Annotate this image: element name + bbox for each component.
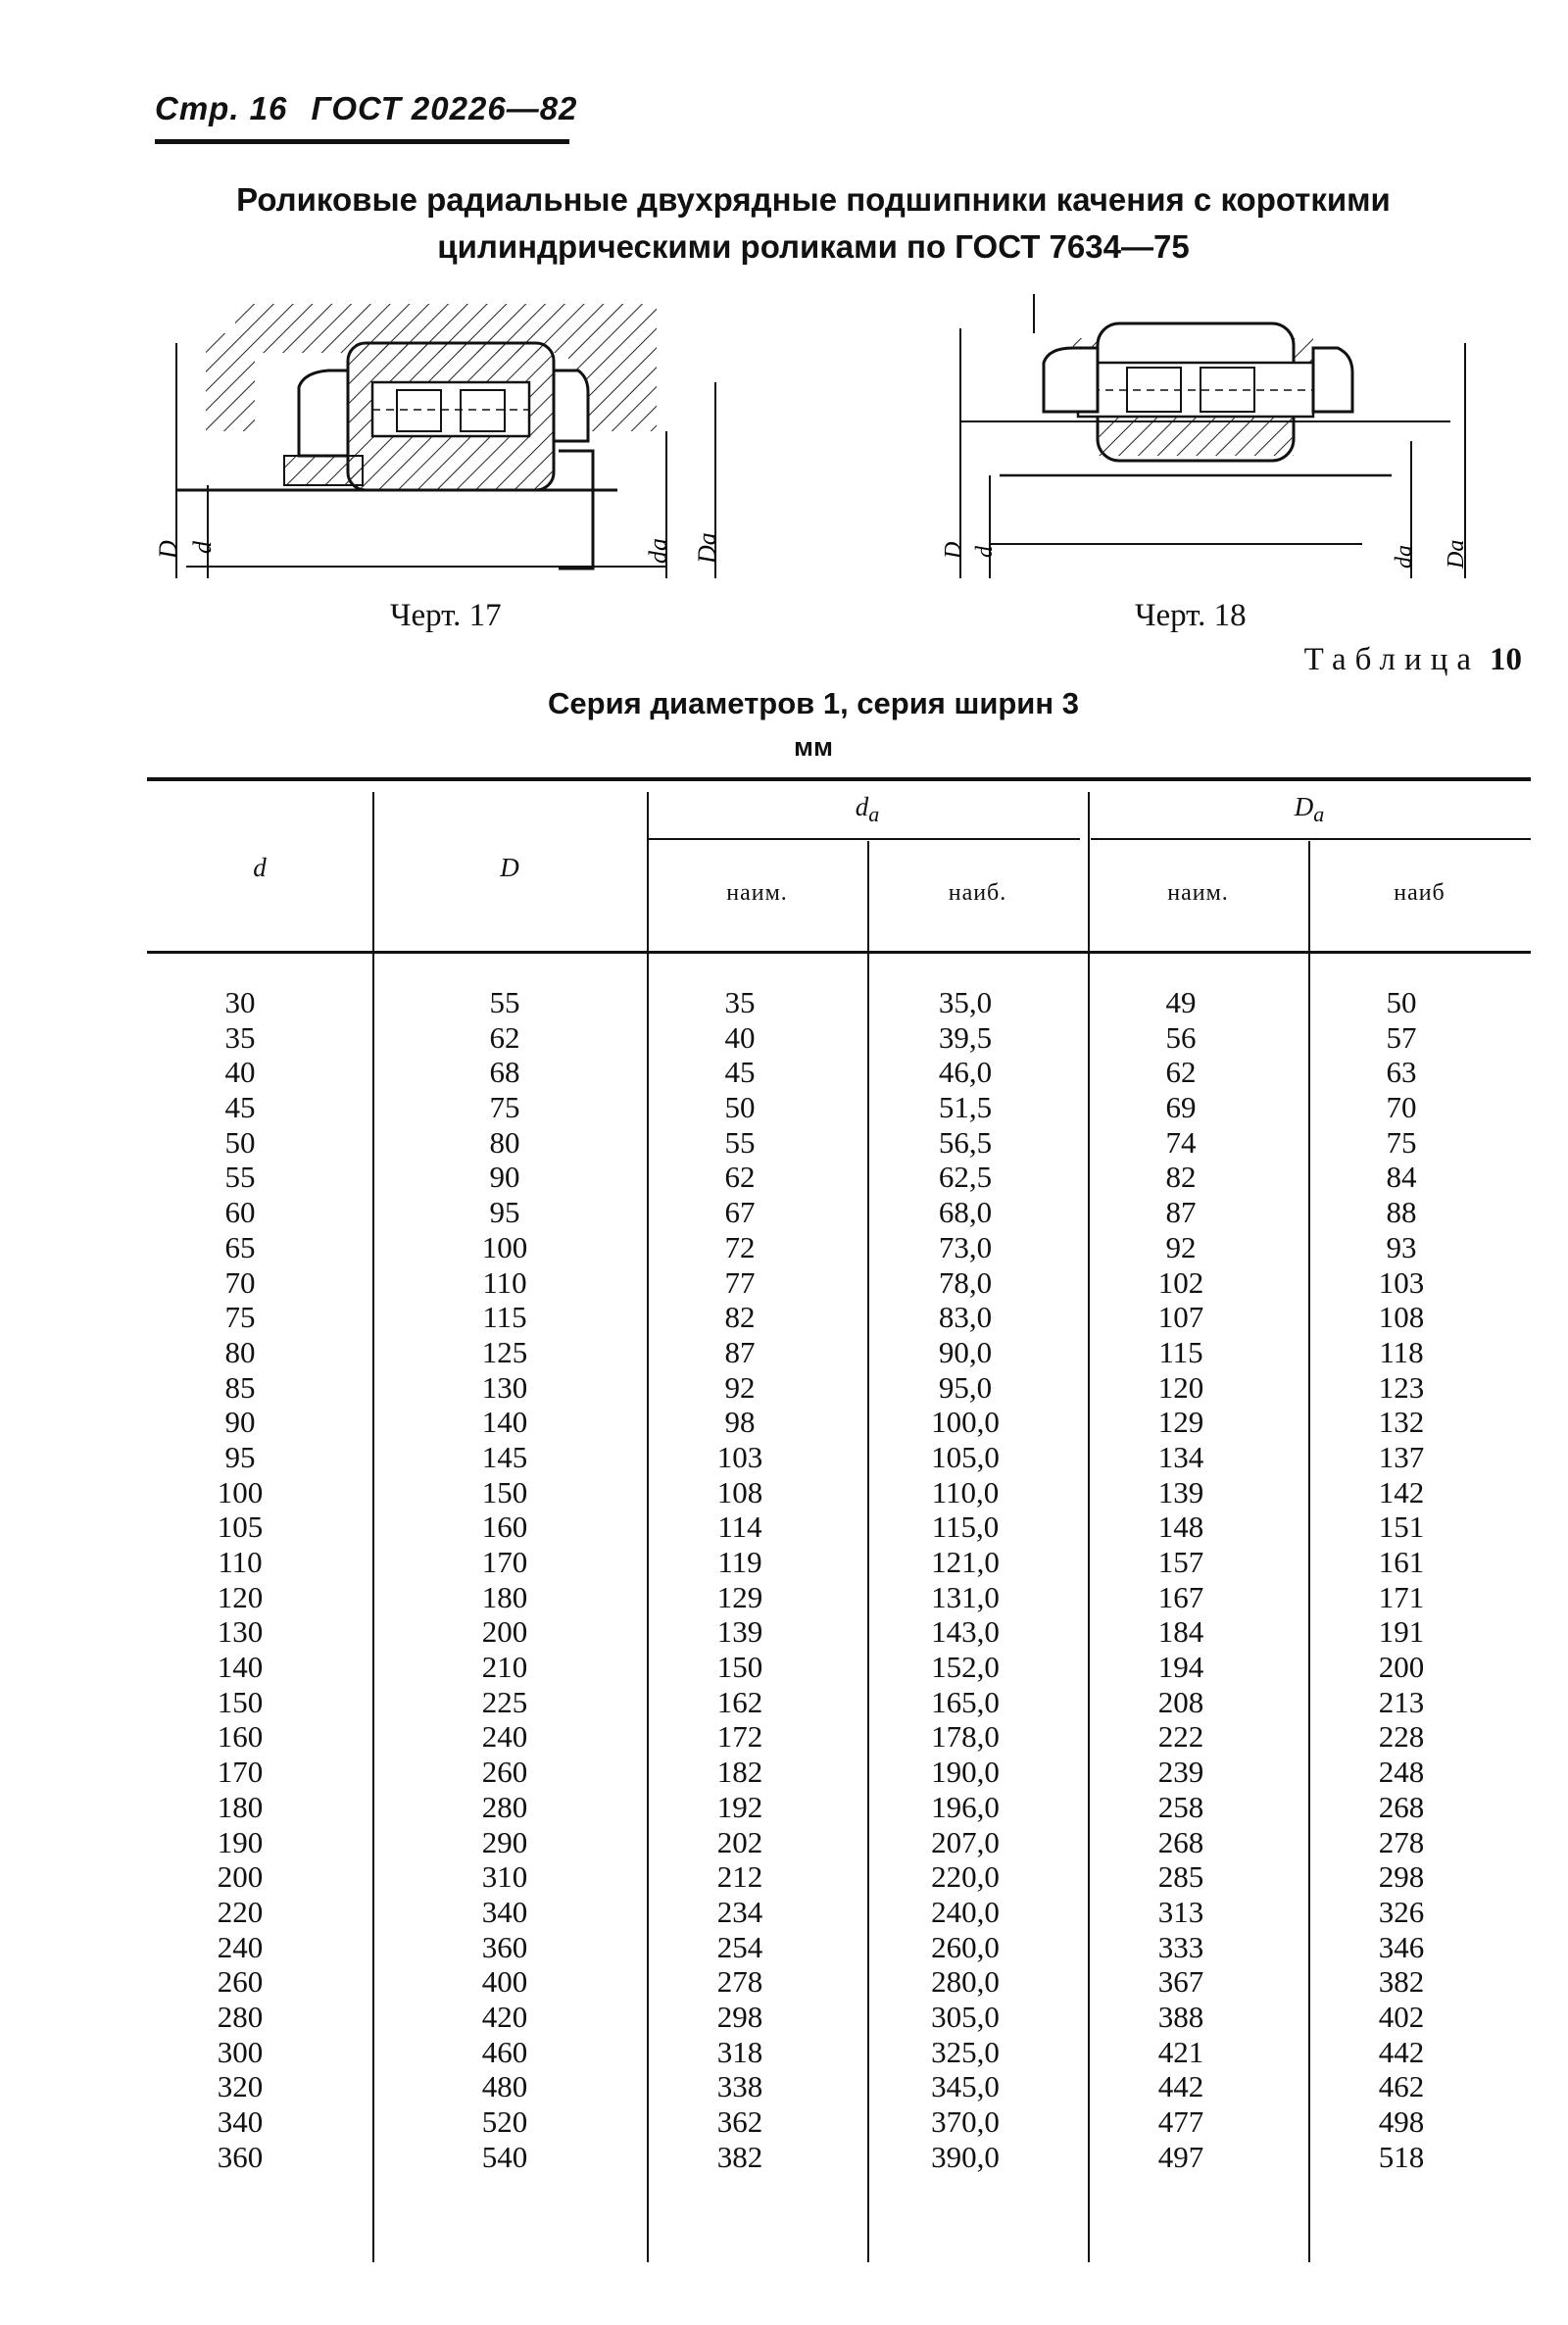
table-cell: 60 [224,1195,256,1230]
header-da-sub: a [868,802,880,826]
table-cell: 338 [716,2069,763,2104]
table-cell: 248 [1378,1755,1425,1790]
table-cell: 49 [1165,985,1197,1019]
column-da-max [867,985,1063,2174]
table-cell: 171 [1378,1579,1425,1614]
da-header-rule [649,838,1080,840]
table-cell: 80 [489,1124,520,1160]
table-cell: 442 [1157,2069,1204,2104]
table-cell: 80 [224,1334,256,1369]
standard-number: ГОСТ 20226—82 [311,90,578,126]
table-cell: 190,0 [931,1755,1000,1790]
table-cell: 160 [217,1719,264,1755]
table-cell: 333 [1157,1929,1204,1964]
table-cell: 140 [217,1650,264,1685]
table-cell: 362 [716,2104,763,2139]
table-cell: 212 [716,1859,763,1895]
table-cell: 108 [716,1474,763,1509]
table-cell: 92 [724,1369,756,1405]
table-cell: 298 [716,1999,763,2034]
page-number: Стр. 16 [155,90,288,126]
table-cell: 170 [217,1755,264,1790]
table-cell: 190 [217,1824,264,1859]
table-cell: 100 [481,1229,528,1264]
table-cell: 142 [1378,1474,1425,1509]
table-cell: 285 [1157,1859,1204,1895]
table-cell: 110 [218,1545,263,1579]
table-cell: 305,0 [931,1999,1000,2034]
table-cell: 234 [716,1894,763,1929]
table-cell: 35 [224,1019,256,1055]
table-cell: 45 [224,1090,256,1125]
table-cell: 120 [217,1579,264,1614]
table-cell: 62 [489,1019,520,1055]
table-cell: 254 [716,1929,763,1964]
table-cell: 208 [1157,1684,1204,1719]
table-cell: 115 [1158,1334,1203,1369]
table-cell: 325,0 [931,2034,1000,2069]
table-cell: 67 [724,1195,756,1230]
table-cell: 46,0 [938,1055,993,1090]
table-cell: 300 [217,2034,264,2069]
table-cell: 260 [217,1964,264,2000]
table-cell: 360 [481,1929,528,1964]
table-cell: 298 [1378,1859,1425,1895]
table-cell: 107 [1157,1300,1204,1335]
table-cell: 167 [1157,1579,1204,1614]
table-cell: 207,0 [931,1824,1000,1859]
table-cell: 77 [724,1264,756,1300]
table-cell: 90 [489,1160,520,1195]
table-cell: 74 [1165,1124,1197,1160]
header-D: D [500,853,519,882]
table-cell: 360 [217,2139,264,2174]
table-cell: 62 [1165,1055,1197,1090]
table-cell: 260,0 [931,1929,1000,1964]
table-cell: 35,0 [938,985,993,1019]
column-Da-min [1088,985,1274,2174]
table-cell: 72 [724,1229,756,1264]
table-cell: 50 [1386,985,1417,1019]
table-cell: 62,5 [938,1160,993,1195]
table-cell: 92 [1165,1229,1197,1264]
table-cell: 120 [1157,1369,1204,1405]
table-cell: 143,0 [931,1614,1000,1650]
table-cell: 90,0 [938,1334,993,1369]
table-cell: 123 [1378,1369,1425,1405]
table-cell: 84 [1386,1160,1417,1195]
table-cell: 170 [481,1545,528,1579]
table-cell: 192 [716,1789,763,1824]
header-rule [155,139,569,144]
table-cell: 180 [481,1579,528,1614]
table-cell: 210 [481,1650,528,1685]
table-cell: 194 [1157,1650,1204,1685]
table-cell: 75 [1386,1124,1417,1160]
table-cell: 184 [1157,1614,1204,1650]
table-cell: 152,0 [931,1650,1000,1685]
table-cell: 114 [717,1509,762,1545]
table-cell: 390,0 [931,2139,1000,2174]
table-cell: 78,0 [938,1264,993,1300]
table-cell: 388 [1157,1999,1204,2034]
table-cell: 318 [716,2034,763,2069]
table-cell: 105,0 [931,1439,1000,1474]
svg-text:d: d [972,546,998,558]
table-cell: 35 [724,985,756,1019]
table-cell: 421 [1157,2034,1204,2069]
table-cell: 51,5 [938,1090,993,1125]
table-cell: 115,0 [931,1509,1000,1545]
table-cell: 102 [1157,1264,1204,1300]
header-d: d [253,853,267,882]
table-cell: 82 [724,1300,756,1335]
figure-17-drawing [147,294,735,598]
svg-text:D: D [941,541,966,559]
table-cell: 118 [1379,1334,1424,1369]
header-da-min: наим. [726,880,788,906]
table-cell: 278 [716,1964,763,2000]
table-cell: 346 [1378,1929,1425,1964]
table-cell: 39,5 [938,1019,993,1055]
header-Da-min: наим. [1167,880,1229,906]
table-cell: 280,0 [931,1964,1000,2000]
table-cell: 119 [717,1545,762,1579]
table-cell: 125 [481,1334,528,1369]
table-cell: 280 [217,1999,264,2034]
table-cell: 87 [724,1334,756,1369]
table-cell: 50 [224,1124,256,1160]
table-cell: 340 [217,2104,264,2139]
table-cell: 220,0 [931,1859,1000,1895]
table-cell: 68 [489,1055,520,1090]
table-cell: 191 [1378,1614,1425,1650]
figure-17-caption: Черт. 17 [390,598,502,633]
table-cell: 69 [1165,1090,1197,1125]
table-cell: 110,0 [931,1474,1000,1509]
table-cell: 370,0 [931,2104,1000,2139]
table-cell: 137 [1378,1439,1425,1474]
table-top-rule [147,777,1531,781]
table-cell: 420 [481,1999,528,2034]
table-cell: 70 [1386,1090,1417,1125]
table-label-word: Таблица [1303,642,1480,677]
table-cell: 161 [1378,1545,1425,1579]
table-cell: 442 [1378,2034,1425,2069]
table-cell: 75 [489,1090,520,1125]
table-cell: 240 [217,1929,264,1964]
table-cell: 180 [217,1789,264,1824]
table-cell: 480 [481,2069,528,2104]
table-cell: 30 [224,985,256,1019]
figure-18-drawing [902,284,1490,598]
table-cell: 50 [724,1090,756,1125]
table-label-number: 10 [1490,642,1522,677]
table-cell: 105 [217,1509,264,1545]
table-cell: 340 [481,1894,528,1929]
table-cell: 115 [482,1300,527,1335]
table-cell: 280 [481,1789,528,1824]
svg-text:da: da [644,538,672,564]
column-da-min [647,985,833,2174]
table-cell: 132 [1378,1405,1425,1440]
table-cell: 320 [217,2069,264,2104]
table-cell: 131,0 [931,1579,1000,1614]
table-cell: 88 [1386,1195,1417,1230]
table-cell: 518 [1378,2139,1425,2174]
table-cell: 93 [1386,1229,1417,1264]
table-cell: 382 [716,2139,763,2174]
table-cell: 121,0 [931,1545,1000,1579]
table-cell: 100 [217,1474,264,1509]
table-cell: 200 [481,1614,528,1650]
table-cell: 110 [482,1264,527,1300]
table-cell: 140 [481,1405,528,1440]
table-cell: 196,0 [931,1789,1000,1824]
table-cell: 130 [217,1614,264,1650]
table-cell: 75 [224,1300,256,1335]
table-cell: 258 [1157,1789,1204,1824]
table-cell: 498 [1378,2104,1425,2139]
column-D [372,985,637,2174]
table-cell: 95 [224,1439,256,1474]
table-cell: 240,0 [931,1894,1000,1929]
table-unit: мм [794,732,833,762]
table-cell: 367 [1157,1964,1204,2000]
table-cell: 82 [1165,1160,1197,1195]
table-cell: 40 [224,1055,256,1090]
Da-header-rule [1091,838,1531,840]
table-cell: 130 [481,1369,528,1405]
table-cell: 55 [489,985,520,1019]
table-cell: 100,0 [931,1405,1000,1440]
header-Da-main: D [1294,792,1314,821]
table-cell: 326 [1378,1894,1425,1929]
svg-text:Da: Da [1444,539,1469,569]
table-cell: 225 [481,1684,528,1719]
header-Da-sub: a [1313,802,1325,826]
table-cell: 497 [1157,2139,1204,2174]
table-cell: 98 [724,1405,756,1440]
table-cell: 70 [224,1264,256,1300]
table-cell: 151 [1378,1509,1425,1545]
table-cell: 150 [217,1684,264,1719]
table-series: Серия диаметров 1, серия ширин 3 [548,686,1079,720]
table-cell: 134 [1157,1439,1204,1474]
table-cell: 95,0 [938,1369,993,1405]
table-cell: 103 [1378,1264,1425,1300]
table-cell: 90 [224,1405,256,1440]
table-cell: 73,0 [938,1229,993,1264]
table-cell: 202 [716,1824,763,1859]
table-cell: 402 [1378,1999,1425,2034]
table-cell: 55 [224,1160,256,1195]
header-da-max: наиб. [948,880,1007,906]
table-cell: 62 [724,1160,756,1195]
header-da [647,792,1088,827]
table-cell: 56,5 [938,1124,993,1160]
table-cell: 240 [481,1719,528,1755]
table-cell: 65 [224,1229,256,1264]
table-cell: 220 [217,1894,264,1929]
table-cell: 268 [1378,1789,1425,1824]
table-cell: 150 [716,1650,763,1685]
table-cell: 520 [481,2104,528,2139]
table-cell: 162 [716,1684,763,1719]
table-cell: 139 [1157,1474,1204,1509]
table-cell: 178,0 [931,1719,1000,1755]
table-cell: 477 [1157,2104,1204,2139]
table-cell: 108 [1378,1300,1425,1335]
header-Da [1088,792,1531,827]
table-cell: 268 [1157,1824,1204,1859]
table-cell: 239 [1157,1755,1204,1790]
table-cell: 382 [1378,1964,1425,2000]
table-cell: 172 [716,1719,763,1755]
table-cell: 83,0 [938,1300,993,1335]
table-cell: 200 [217,1859,264,1895]
svg-text:Da: Da [693,532,721,564]
table-cell: 63 [1386,1055,1417,1090]
table-cell: 103 [716,1439,763,1474]
svg-text:d: d [188,541,217,554]
table-cell: 145 [481,1439,528,1474]
table-cell: 200 [1378,1650,1425,1685]
table-cell: 129 [716,1579,763,1614]
document-title: Роликовые радиальные двухрядные подшипники качения с короткими цилиндрическими роликами по ГОСТ 7634—75 [236,181,1391,265]
table-cell: 182 [716,1755,763,1790]
table-cell: 345,0 [931,2069,1000,2104]
header-Da-max: наиб [1394,880,1446,906]
table-cell: 40 [724,1019,756,1055]
svg-text:D: D [154,540,182,559]
table-cell: 310 [481,1859,528,1895]
page-header [155,90,591,127]
table-cell: 278 [1378,1824,1425,1859]
table-cell: 56 [1165,1019,1197,1055]
table-cell: 157 [1157,1545,1204,1579]
table-cell: 213 [1378,1684,1425,1719]
table-label [1304,642,1522,678]
table-cell: 55 [724,1124,756,1160]
table-cell: 160 [481,1509,528,1545]
table-cell: 400 [481,1964,528,2000]
column-d [147,985,333,2174]
table-cell: 150 [481,1474,528,1509]
svg-text:da: da [1392,545,1417,569]
table-cell: 129 [1157,1405,1204,1440]
table-cell: 540 [481,2139,528,2174]
figure-18-caption: Черт. 18 [1135,598,1247,633]
table-cell: 228 [1378,1719,1425,1755]
header-da-main: d [855,792,869,821]
table-cell: 85 [224,1369,256,1405]
table-cell: 165,0 [931,1684,1000,1719]
table-cell: 95 [489,1195,520,1230]
table-cell: 57 [1386,1019,1417,1055]
table-cell: 260 [481,1755,528,1790]
table-cell: 313 [1157,1894,1204,1929]
table-cell: 139 [716,1614,763,1650]
table-header-rule [147,951,1531,954]
table-cell: 45 [724,1055,756,1090]
table-cell: 290 [481,1824,528,1859]
column-Da-max [1308,985,1494,2174]
table-cell: 87 [1165,1195,1197,1230]
table-cell: 460 [481,2034,528,2069]
table-cell: 148 [1157,1509,1204,1545]
table-cell: 68,0 [938,1195,993,1230]
table-cell: 222 [1157,1719,1204,1755]
table-cell: 462 [1378,2069,1425,2104]
